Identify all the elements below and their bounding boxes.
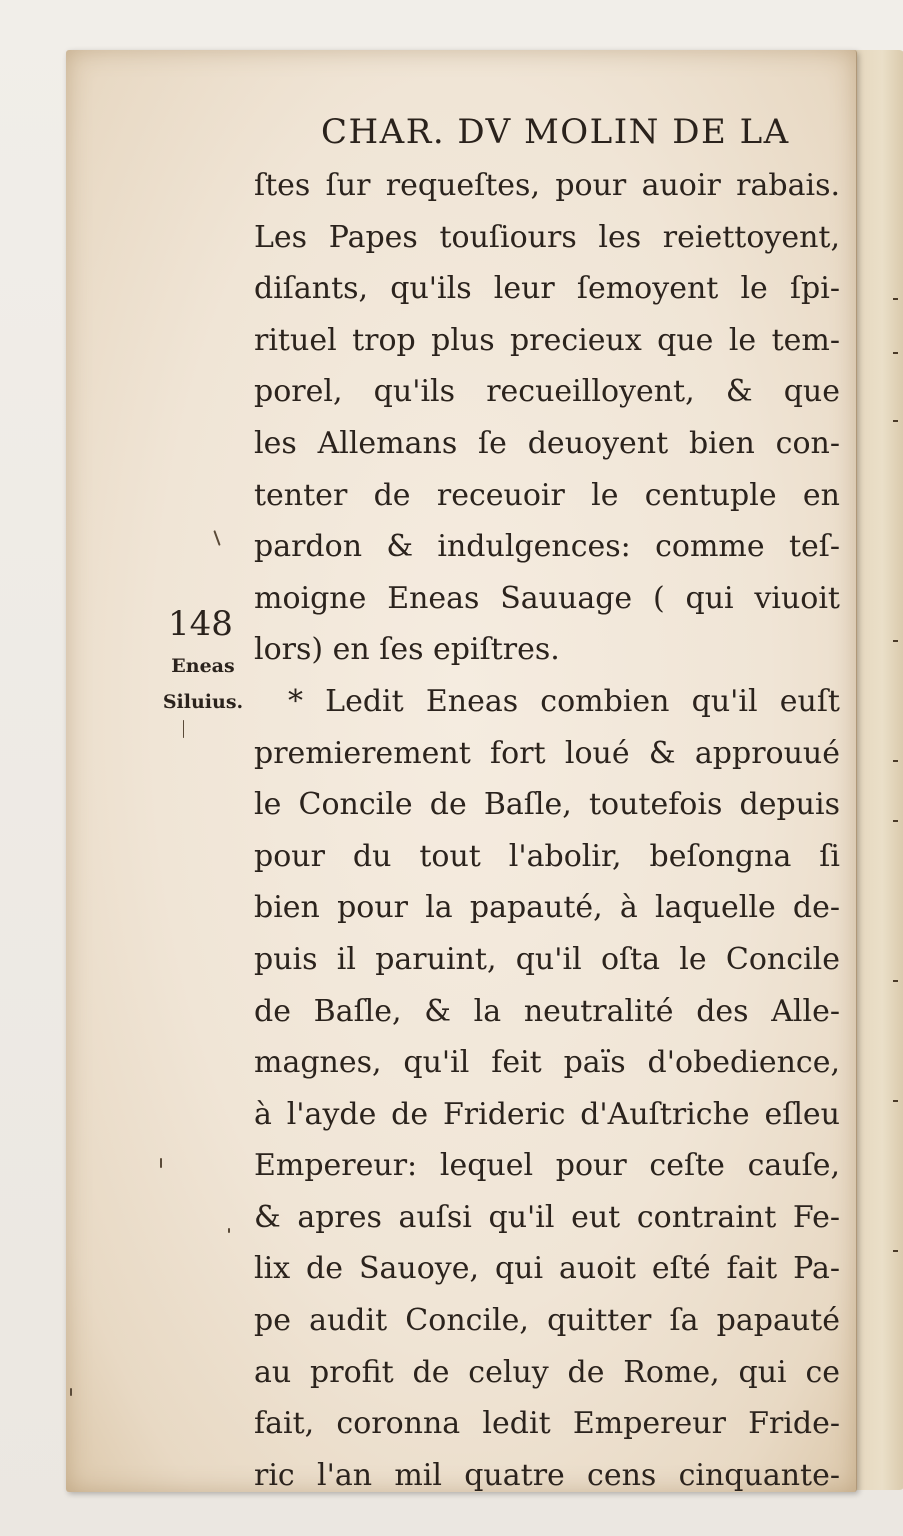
text-line: ſtes ſur requeſtes, pour auoir rabais. [254, 168, 840, 203]
paper-speck [70, 1388, 72, 1396]
text-line: au profit de celuy de Rome, qui ce [254, 1354, 840, 1390]
paper-speck [160, 1158, 162, 1168]
text-line: le Concile de Baſle, toutefois depuis [254, 787, 840, 823]
text-line: & apres auſsi qu'il eut contraint Fe- [254, 1199, 840, 1235]
text-line: les Allemans ſe deuoyent bien con- [254, 425, 840, 461]
text-line: premierement fort loué & approuué [254, 735, 840, 771]
text-line: magnes, qu'il feit païs d'obedience, [254, 1045, 840, 1081]
text-line: Empereur: lequel pour ceſte cauſe, [254, 1148, 840, 1184]
text-line: porel, qu'ils recueilloyent, & que [254, 374, 840, 410]
text-line: rituel trop plus precieux que le tem- [254, 322, 840, 358]
margin-number: 148 [168, 604, 233, 644]
margin-note-line: Eneas [171, 655, 235, 677]
paper-speck [183, 720, 184, 738]
body-text [254, 160, 840, 1501]
text-line: fait, coronna ledit Empereur Fride- [254, 1406, 840, 1442]
text-line: moigne Eneas Sauuage ( qui viuoit [254, 580, 840, 616]
text-line: ric l'an mil quatre cens cinquante- [254, 1457, 840, 1493]
text-line: à l'ayde de Frideric d'Auſtriche eſleu [254, 1096, 840, 1132]
text-line: bien pour la papauté, à laquelle de- [254, 890, 840, 926]
text-line: pe audit Concile, quitter ſa papauté [254, 1303, 840, 1339]
text-line: puis il paruint, qu'il oſta le Concile [254, 941, 840, 977]
running-head: CHAR. DV MOLIN DE LA [321, 112, 790, 152]
paper-speck [228, 1228, 230, 1233]
text-line: pour du tout l'abolir, beſongna ſi [254, 838, 840, 874]
text-line: lix de Sauoye, qui auoit eſté fait Pa- [254, 1251, 840, 1287]
margin-note-line: Siluius. [162, 691, 244, 713]
text-line: tenter de receuoir le centuple en [254, 477, 840, 513]
text-line: lors) en ſes epiſtres. [254, 632, 560, 668]
margin-note [158, 648, 248, 720]
text-line: diſants, qu'ils leur ſemoyent le ſpi- [254, 271, 840, 307]
text-line: de Baſle, & la neutralité des Alle- [254, 993, 840, 1029]
text-line: Les Papes touſiours les reiettoyent, [254, 219, 840, 255]
text-line: * Ledit Eneas combien qu'il euſt [288, 683, 840, 719]
text-line: pardon & indulgences: comme teſ- [254, 529, 840, 565]
